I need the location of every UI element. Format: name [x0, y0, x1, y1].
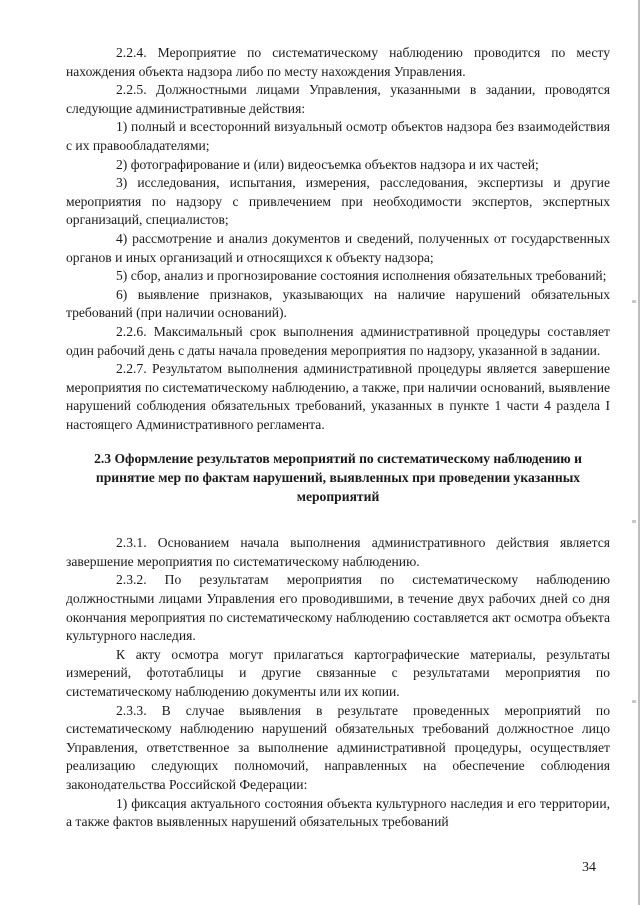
list-item-2: 2) фотографирование и (или) видеосъемка объектов надзора и их частей; — [116, 156, 539, 172]
scan-mark — [632, 300, 636, 303]
paragraph-attachments: К акту осмотра могут прилагаться картографические материалы, результаты измерений, фототаблицы и другие связанные с результатами мероприятия по систематическому наблюдению документы или их копии. — [66, 646, 610, 699]
list-item-fixation: 1) фиксация актуального состояния объекта культурного наследия и его территории, а также фактов выявленных нарушений обязательных требований — [66, 795, 610, 830]
document-body — [66, 44, 610, 832]
list-item-1: 1) полный и всесторонний визуальный осмотр объектов надзора без взаимодействия с их правообладателями; — [66, 119, 610, 153]
paragraph-2-2-6: 2.2.6. Максимальный срок выполнения административной процедуры составляет один рабочий день с даты начала проведения мероприятия по надзору, указанной в задании. — [66, 323, 610, 358]
list-item-4: 4) рассмотрение и анализ документов и сведений, полученных от государственных органов и иных организаций и относящихся к объекту надзора; — [66, 230, 610, 265]
paragraph-2-2-7: 2.2.7. Результатом выполнения административной процедуры является завершение мероприятия по систематическому наблюдению, а также, при наличии оснований, выявление нарушений соблюдения обязательных требований, указанных в пункте 1 части 4 раздела I настоящего Административного регламента. — [66, 361, 610, 432]
scan-mark — [632, 520, 636, 523]
paragraph-2-2-4: 2.2.4. Мероприятие по систематическому наблюдению проводится по месту нахождения объекта надзора либо по месту нахождения Управления. — [66, 45, 610, 79]
scan-mark — [632, 700, 636, 703]
section-heading: 2.3 Оформление результатов мероприятий по систематическому наблюдению и принятие мер по фактам нарушений, выявленных при проведении указанных мероприятий — [94, 451, 582, 504]
list-item-3: 3) исследования, испытания, измерения, расследования, экспертизы и другие мероприятия по надзору с привлечением при необходимости экспертов, экспертных организаций, специалистов; — [66, 175, 610, 228]
page-number: 34 — [582, 860, 596, 875]
paragraph-2-2-5: 2.2.5. Должностными лицами Управления, указанными в задании, проводятся следующие административные действия: — [66, 82, 610, 116]
paragraph-2-3-1: 2.3.1. Основанием начала выполнения административного действия является завершение мероприятия по систематическому наблюдению. — [66, 535, 610, 569]
list-item-6: 6) выявление признаков, указывающих на наличие нарушений обязательных требований (при наличии оснований). — [66, 286, 610, 321]
paragraph-2-3-3: 2.3.3. В случае выявления в результате проведенных мероприятий по систематическому наблюдению нарушений обязательных требований должностное лицо Управления, ответственное за выполнение административной процедуры, осуществляет реализацию следующих полномочий, направленных на обеспечение соблюдения законодательства Российской Федерации: — [66, 702, 610, 792]
list-item-5: 5) сбор, анализ и прогнозирование состояния исполнения обязательных требований; — [116, 268, 607, 284]
paragraph-2-3-2: 2.3.2. По результатам мероприятия по систематическому наблюдению должностными лицами Управления его проводившими, в течение двух рабочих дней со дня окончания мероприятия по систематическому наблюдению составляется акт осмотра объекта культурного наследия. — [66, 572, 610, 644]
